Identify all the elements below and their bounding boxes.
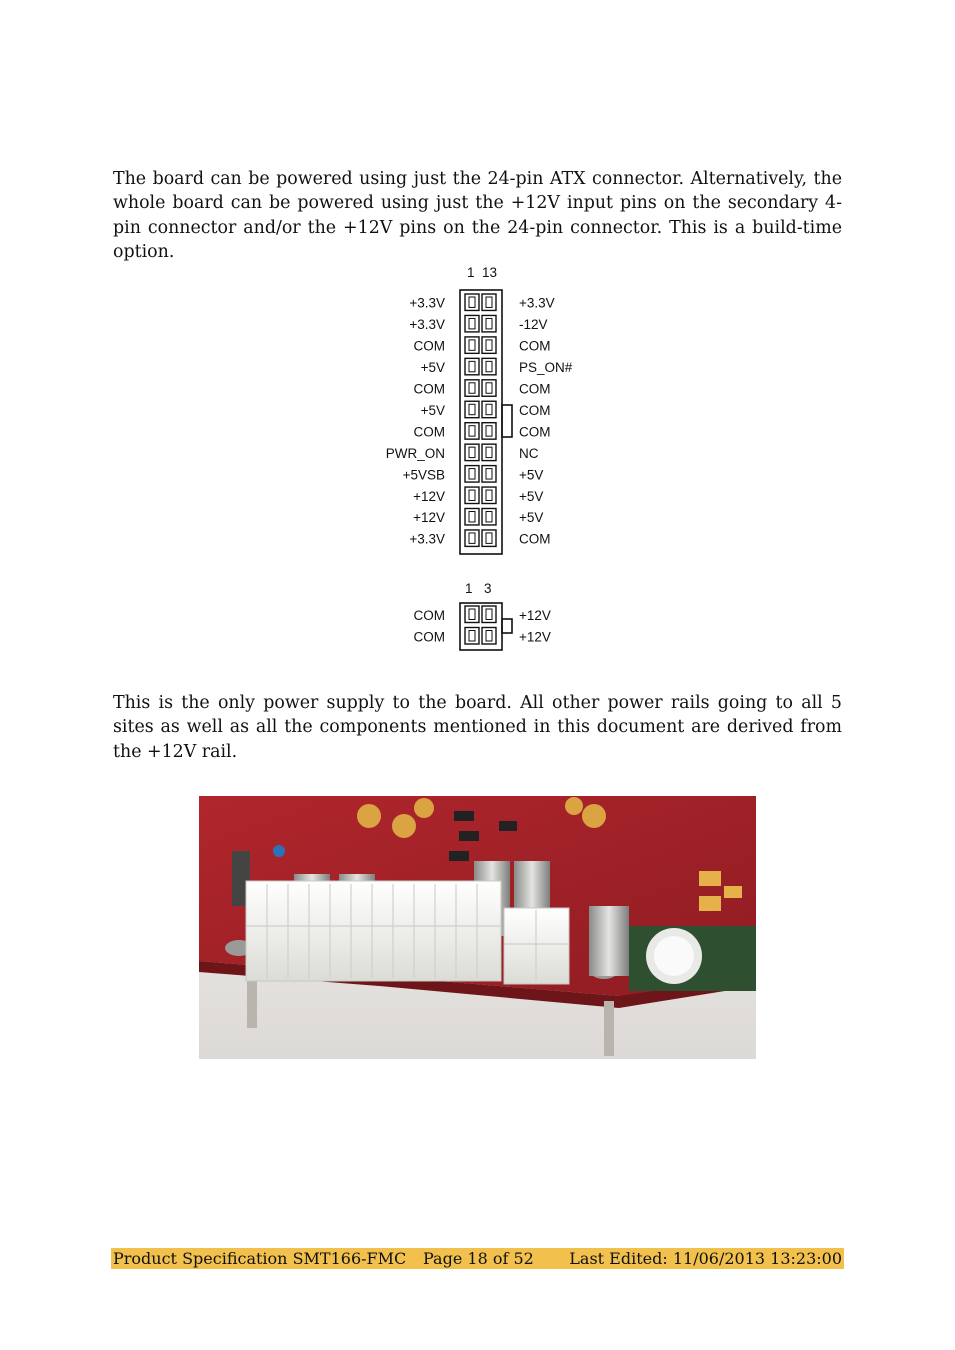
pin-slot-right <box>482 380 496 396</box>
pin-contact <box>469 340 475 350</box>
pin-label-left: COM <box>413 424 445 440</box>
pin-contact <box>469 361 475 371</box>
pin-slot-right <box>482 444 496 460</box>
pin-label-right: +5V <box>519 467 544 483</box>
pin-label-left: +12V <box>413 488 445 504</box>
pin-slot-right <box>482 337 496 353</box>
pin-label-left: +12V <box>413 510 445 526</box>
pin-contact <box>486 340 492 350</box>
pin-slot-right <box>482 358 496 374</box>
pin-contact <box>469 512 475 522</box>
pin-contact <box>486 469 492 479</box>
pin-label-left: +3.3V <box>409 317 445 333</box>
pin-contact <box>469 490 475 500</box>
pin-header-right: 3 <box>484 581 492 596</box>
pin-label-right: +5V <box>519 510 544 526</box>
pin-contact <box>469 318 475 328</box>
pin-label-right: +5V <box>519 488 544 504</box>
pin-label-right: COM <box>519 381 551 397</box>
pin-header-left: 1 <box>467 265 475 280</box>
pin-contact <box>469 426 475 436</box>
pin-label-right: +12V <box>519 607 551 623</box>
pin-contact <box>469 609 475 620</box>
connector-24-latch <box>502 405 512 437</box>
power-rail-paragraph: This is the only power supply to the board. All other power rails going to all 5 sites as well as all the components mentioned in this document are derived from the +12V rail. <box>113 693 842 762</box>
pin-slot-left <box>465 628 479 645</box>
pin-contact <box>486 426 492 436</box>
pin-label-right: +3.3V <box>519 295 555 311</box>
pin-slot-right <box>482 530 496 546</box>
pin-slot-right <box>482 315 496 331</box>
pin-label-right: PS_ON# <box>519 360 573 376</box>
footer-document-title: Product Specification SMT166-FMC <box>113 1249 407 1268</box>
pin-label-left: COM <box>413 381 445 397</box>
pin-contact <box>469 631 475 642</box>
intro-paragraph: The board can be powered using just the 24-pin ATX connector. Alternatively, the whole board can be powered using just the +12V input pins on the secondary 4-pin connector and/or the +12V pins on the 24-pin connector. This is a build-time option. <box>113 169 842 263</box>
pin-label-left: +5VSB <box>402 467 445 483</box>
pin-slot-right <box>482 509 496 525</box>
pin-header-left: 1 <box>465 581 473 596</box>
atx-24-pin-connector <box>386 265 573 554</box>
pin-slot-left <box>465 401 479 417</box>
pin-slot-right <box>482 628 496 645</box>
pin-slot-left <box>465 444 479 460</box>
pin-slot-left <box>465 294 479 310</box>
pin-slot-left <box>465 509 479 525</box>
pin-label-right: +12V <box>519 629 551 645</box>
pin-contact <box>469 533 475 543</box>
pin-label-left: +3.3V <box>409 295 445 311</box>
pin-contact <box>486 533 492 543</box>
pin-label-left: COM <box>413 629 445 645</box>
pin-slot-left <box>465 530 479 546</box>
pin-slot-right <box>482 294 496 310</box>
pin-label-right: -12V <box>519 317 548 333</box>
pin-label-left: +5V <box>420 402 445 418</box>
secondary-4-pin-connector <box>414 581 551 650</box>
pin-label-right: COM <box>519 424 551 440</box>
pin-slot-left <box>465 358 479 374</box>
pin-slot-left <box>465 380 479 396</box>
pin-contact <box>469 447 475 457</box>
pin-slot-right <box>482 423 496 439</box>
footer-page-number: Page 18 of 52 <box>423 1249 534 1268</box>
pin-slot-left <box>465 466 479 482</box>
pin-label-right: COM <box>519 402 551 418</box>
pin-contact <box>486 383 492 393</box>
pin-label-left: COM <box>413 338 445 354</box>
pin-contact <box>469 404 475 414</box>
pin-slot-left <box>465 337 479 353</box>
pin-label-left: PWR_ON <box>385 445 445 461</box>
pin-contact <box>486 447 492 457</box>
pin-header-right: 13 <box>482 265 498 280</box>
pin-contact <box>486 361 492 371</box>
board-connector-photo <box>199 796 756 1059</box>
pin-slot-right <box>482 466 496 482</box>
pin-contact <box>469 297 475 307</box>
pin-label-right: COM <box>519 338 551 354</box>
pin-label-left: +3.3V <box>409 531 445 547</box>
pin-slot-left <box>465 315 479 331</box>
connector-4-latch <box>502 619 512 633</box>
pin-contact <box>486 404 492 414</box>
pin-label-left: COM <box>413 607 445 623</box>
pin-contact <box>486 490 492 500</box>
pin-slot-left <box>465 423 479 439</box>
pin-contact <box>486 297 492 307</box>
pin-contact <box>486 609 492 620</box>
pin-contact <box>469 383 475 393</box>
pin-contact <box>486 512 492 522</box>
footer-last-edited: Last Edited: 11/06/2013 13:23:00 <box>569 1249 842 1268</box>
pin-contact <box>486 631 492 642</box>
page-footer <box>111 1248 844 1269</box>
pin-slot-right <box>482 401 496 417</box>
pin-label-left: +5V <box>420 360 445 376</box>
pin-slot-left <box>465 606 479 623</box>
pin-label-right: COM <box>519 531 551 547</box>
pin-slot-left <box>465 487 479 503</box>
pin-contact <box>486 318 492 328</box>
pin-slot-right <box>482 487 496 503</box>
pin-contact <box>469 469 475 479</box>
pin-slot-right <box>482 606 496 623</box>
pin-label-right: NC <box>519 445 539 461</box>
